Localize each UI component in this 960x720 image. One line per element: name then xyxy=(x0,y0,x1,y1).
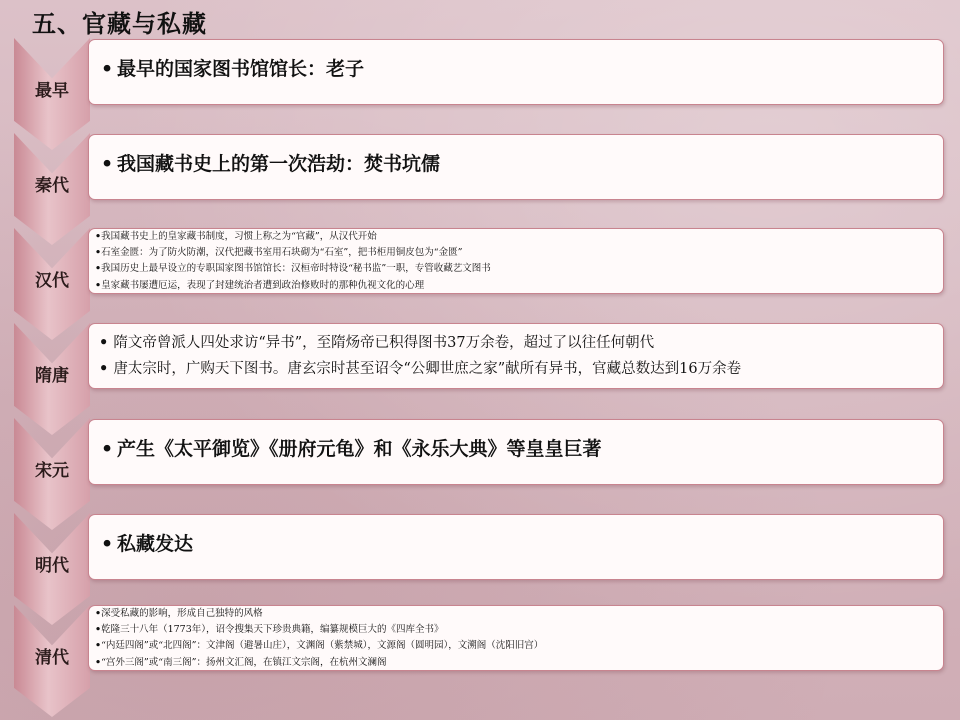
content-box xyxy=(88,134,944,200)
content-box xyxy=(88,228,944,294)
bullet-item: •皇家藏书屡遭厄运，表现了封建统治者遭到政治修败时的那种仇视文化的心理 xyxy=(95,279,425,291)
bullet-item: •我国历史上最早设立的专职国家图书馆馆长：汉桓帝时特设“秘书监”一职，专管收藏艺文图书 xyxy=(95,263,491,275)
content-box xyxy=(88,419,944,485)
bullet-item: •石室金匮：为了防火防潮，汉代把藏书室用石块砌为“石室”，把书柜用铜皮包为“金匮” xyxy=(95,247,463,259)
content-box xyxy=(88,323,944,389)
content-box xyxy=(88,605,944,671)
row-label: 隋唐 xyxy=(35,366,69,386)
bullet-item: • 我国藏书史上的第一次浩劫：焚书坑儒 xyxy=(101,153,441,175)
page-title: 五、官藏与私藏 xyxy=(32,9,207,38)
row-label: 汉代 xyxy=(35,271,69,291)
bullet-item: • 私藏发达 xyxy=(101,533,194,555)
bullet-item: •“宫外三阁”或“南三阁”：扬州文汇阁，在镇江文宗阁，在杭州文澜阁 xyxy=(95,656,387,668)
bullet-item: •“内廷四阁”或“北四阁”：文津阁（避暑山庄），文渊阁（紫禁城），文源阁（圆明园），文溯阁（沈阳旧宫） xyxy=(95,640,544,652)
row-label: 明代 xyxy=(35,556,69,576)
bullet-item: • 产生《太平御览》《册府元龟》和《永乐大典》等皇皇巨著 xyxy=(101,438,602,460)
row-label: 秦代 xyxy=(35,176,69,196)
bullet-item: •乾隆三十八年（1773年），诏令搜集天下珍贵典籍，编纂规模巨大的《四库全书》 xyxy=(95,624,444,636)
bullet-item: • 隋文帝曾派人四处求访“异书”，至隋炀帝已积得图书37万余卷，超过了以往任何朝代 xyxy=(99,334,655,351)
row-label: 清代 xyxy=(35,648,69,668)
bullet-item: •深受私藏的影响，形成自己独特的风格 xyxy=(95,608,263,619)
bullet-item: • 最早的国家图书馆馆长：老子 xyxy=(101,58,365,80)
bullet-item: • 唐太宗时，广购天下图书。唐玄宗时甚至诏令“公卿世庶之家”献所有异书，官藏总数达到16万余卷 xyxy=(99,360,742,377)
row-label: 宋元 xyxy=(35,461,69,481)
row-label: 最早 xyxy=(35,81,69,101)
content-box xyxy=(88,39,944,105)
bullet-item: •我国藏书史上的皇家藏书制度，习惯上称之为“官藏”，从汉代开始 xyxy=(95,231,377,242)
content-box xyxy=(88,514,944,580)
